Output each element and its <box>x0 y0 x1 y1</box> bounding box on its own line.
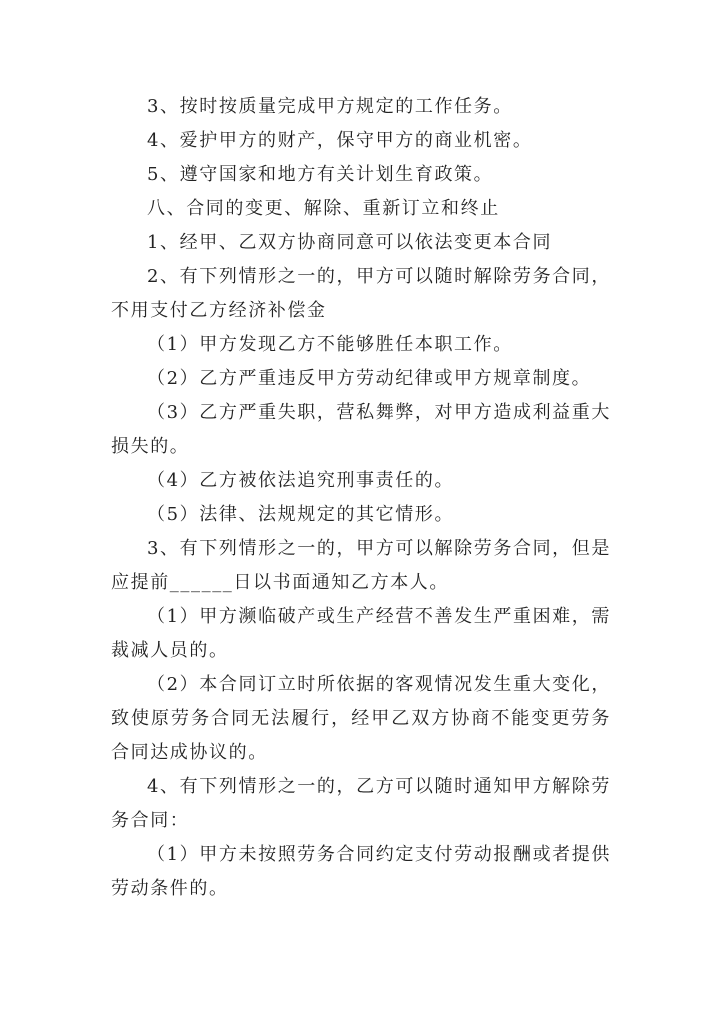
paragraph-clause-3: 3、有下列情形之一的，甲方可以解除劳务合同，但是应提前______日以书面通知乙方本人。 <box>111 538 611 593</box>
paragraph-clause-4-item-1: （1）甲方未按照劳务合同约定支付劳动报酬或者提供劳动条件的。 <box>111 844 611 899</box>
paragraph-duty-3: 3、按时按质量完成甲方规定的工作任务。 <box>147 96 513 117</box>
paragraph-duty-5: 5、遵守国家和地方有关计划生育政策。 <box>147 164 494 185</box>
paragraph-clause-2-item-4: （4）乙方被依法追究刑事责任的。 <box>147 470 455 491</box>
paragraph-clause-3-item-2: （2）本合同订立时所依据的客观情况发生重大变化，致使原劳务合同无法履行，经甲乙双方协商不能变更劳务合同达成协议的。 <box>111 674 611 763</box>
paragraph-clause-2: 2、有下列情形之一的，甲方可以随时解除劳务合同，不用支付乙方经济补偿金 <box>111 266 611 321</box>
paragraph-clause-2-item-2: （2）乙方严重违反甲方劳动纪律或甲方规章制度。 <box>147 368 592 389</box>
paragraph-clause-2-item-1: （1）甲方发现乙方不能够胜任本职工作。 <box>147 334 513 355</box>
paragraph-duty-4: 4、爱护甲方的财产，保守甲方的商业机密。 <box>147 130 533 151</box>
paragraph-clause-1: 1、经甲、乙双方协商同意可以依法变更本合同 <box>147 232 553 253</box>
paragraph-clause-2-item-5: （5）法律、法规规定的其它情形。 <box>147 504 455 525</box>
paragraph-clause-2-item-3: （3）乙方严重失职，营私舞弊，对甲方造成利益重大损失的。 <box>111 402 611 457</box>
section-heading-8: 八、合同的变更、解除、重新订立和终止 <box>147 198 500 219</box>
document-body <box>111 90 611 906</box>
paragraph-clause-3-item-1: （1）甲方濒临破产或生产经营不善发生严重困难，需裁减人员的。 <box>111 606 611 661</box>
paragraph-clause-4: 4、有下列情形之一的，乙方可以随时通知甲方解除劳务合同： <box>111 776 611 831</box>
